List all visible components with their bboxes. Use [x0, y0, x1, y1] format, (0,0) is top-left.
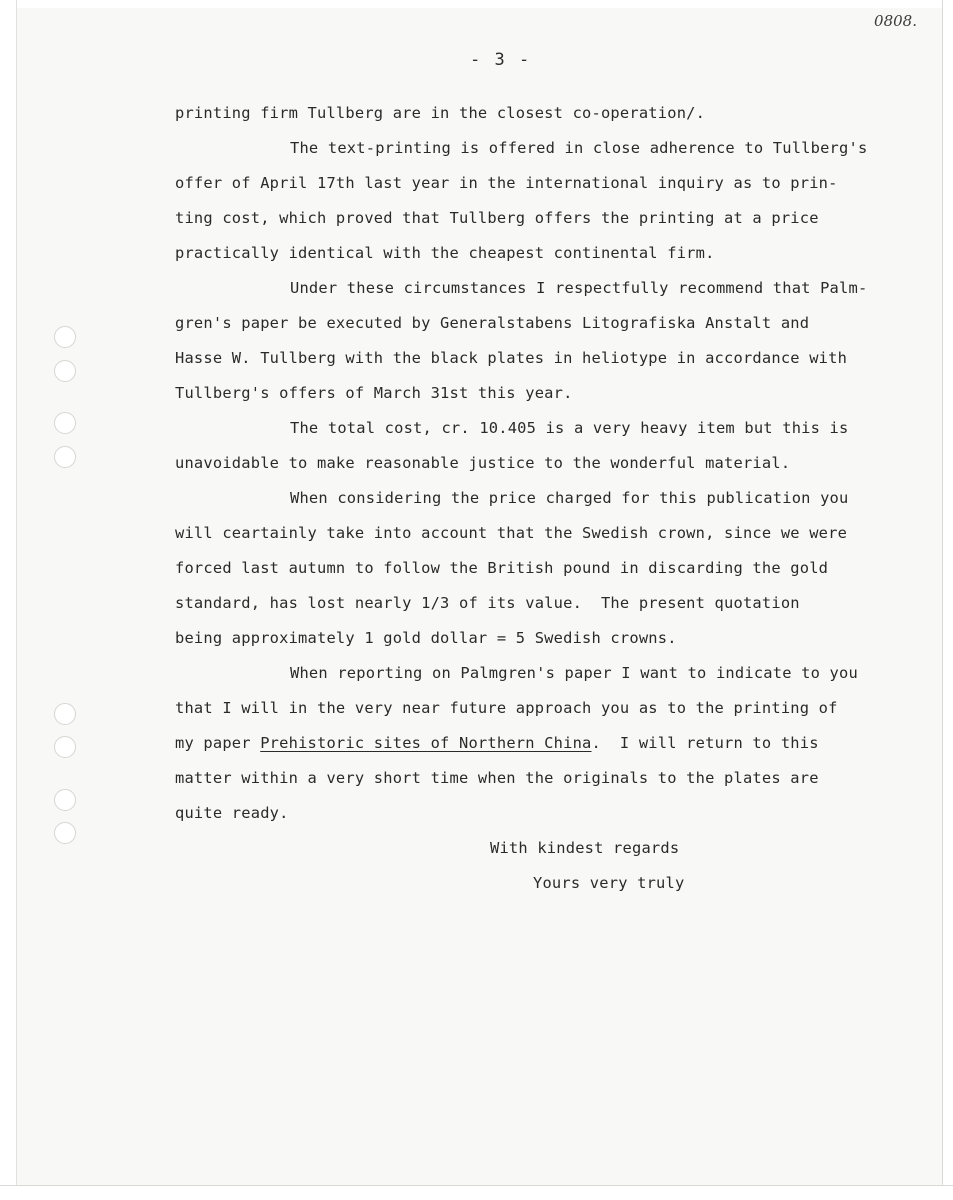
body-line: forced last autumn to follow the British pound in discarding the gold [175, 559, 829, 577]
punch-hole [54, 703, 76, 725]
body-line: ting cost, which proved that Tullberg offers the printing at a price [175, 209, 819, 227]
body-line: will ceartainly take into account that the Swedish crown, since we were [175, 524, 848, 542]
scan-border-left [0, 0, 17, 1200]
body-line: quite ready. [175, 804, 289, 822]
body-line: When reporting on Palmgren's paper I want to indicate to you [290, 664, 858, 682]
punch-hole [54, 412, 76, 434]
body-line: that I will in the very near future approach you as to the printing of [175, 699, 838, 717]
closing-signoff: Yours very truly [533, 874, 685, 892]
body-line: Tullberg's offers of March 31st this year. [175, 384, 573, 402]
archive-number: 0808. [874, 12, 917, 30]
body-line: When considering the price charged for this publication you [290, 489, 849, 507]
punch-hole [54, 736, 76, 758]
body-line: matter within a very short time when the originals to the plates are [175, 769, 819, 787]
body-text: my paper [175, 734, 261, 752]
body-line: The total cost, cr. 10.405 is a very heavy item but this is [290, 419, 849, 437]
punch-hole [54, 822, 76, 844]
body-line: being approximately 1 gold dollar = 5 Swedish crowns. [175, 629, 677, 647]
scan-border-top [0, 0, 953, 8]
punch-hole [54, 360, 76, 382]
paper-title: Prehistoric sites of Northern China [260, 734, 592, 752]
body-line: standard, has lost nearly 1/3 of its value. The present quotation [175, 594, 800, 612]
body-line: printing firm Tullberg are in the closest co-operation/. [175, 104, 706, 122]
page-number: - 3 - [470, 50, 532, 70]
body-line: Hasse W. Tullberg with the black plates in heliotype in accordance with [175, 349, 848, 367]
body-line: practically identical with the cheapest continental firm. [175, 244, 715, 262]
scan-border-bottom [0, 1185, 953, 1200]
closing-regards: With kindest regards [490, 839, 680, 857]
body-line: gren's paper be executed by Generalstabens Litografiska Anstalt and [175, 314, 810, 332]
body-line: Under these circumstances I respectfully recommend that Palm- [290, 279, 868, 297]
punch-hole [54, 326, 76, 348]
body-text: . I will return to this [591, 734, 819, 752]
body-line: The text-printing is offered in close adherence to Tullberg's [290, 139, 868, 157]
body-line [175, 733, 819, 753]
body-line: offer of April 17th last year in the international inquiry as to prin- [175, 174, 838, 192]
punch-hole [54, 789, 76, 811]
scan-border-right [942, 0, 953, 1200]
punch-hole [54, 446, 76, 468]
body-line: unavoidable to make reasonable justice to the wonderful material. [175, 454, 791, 472]
